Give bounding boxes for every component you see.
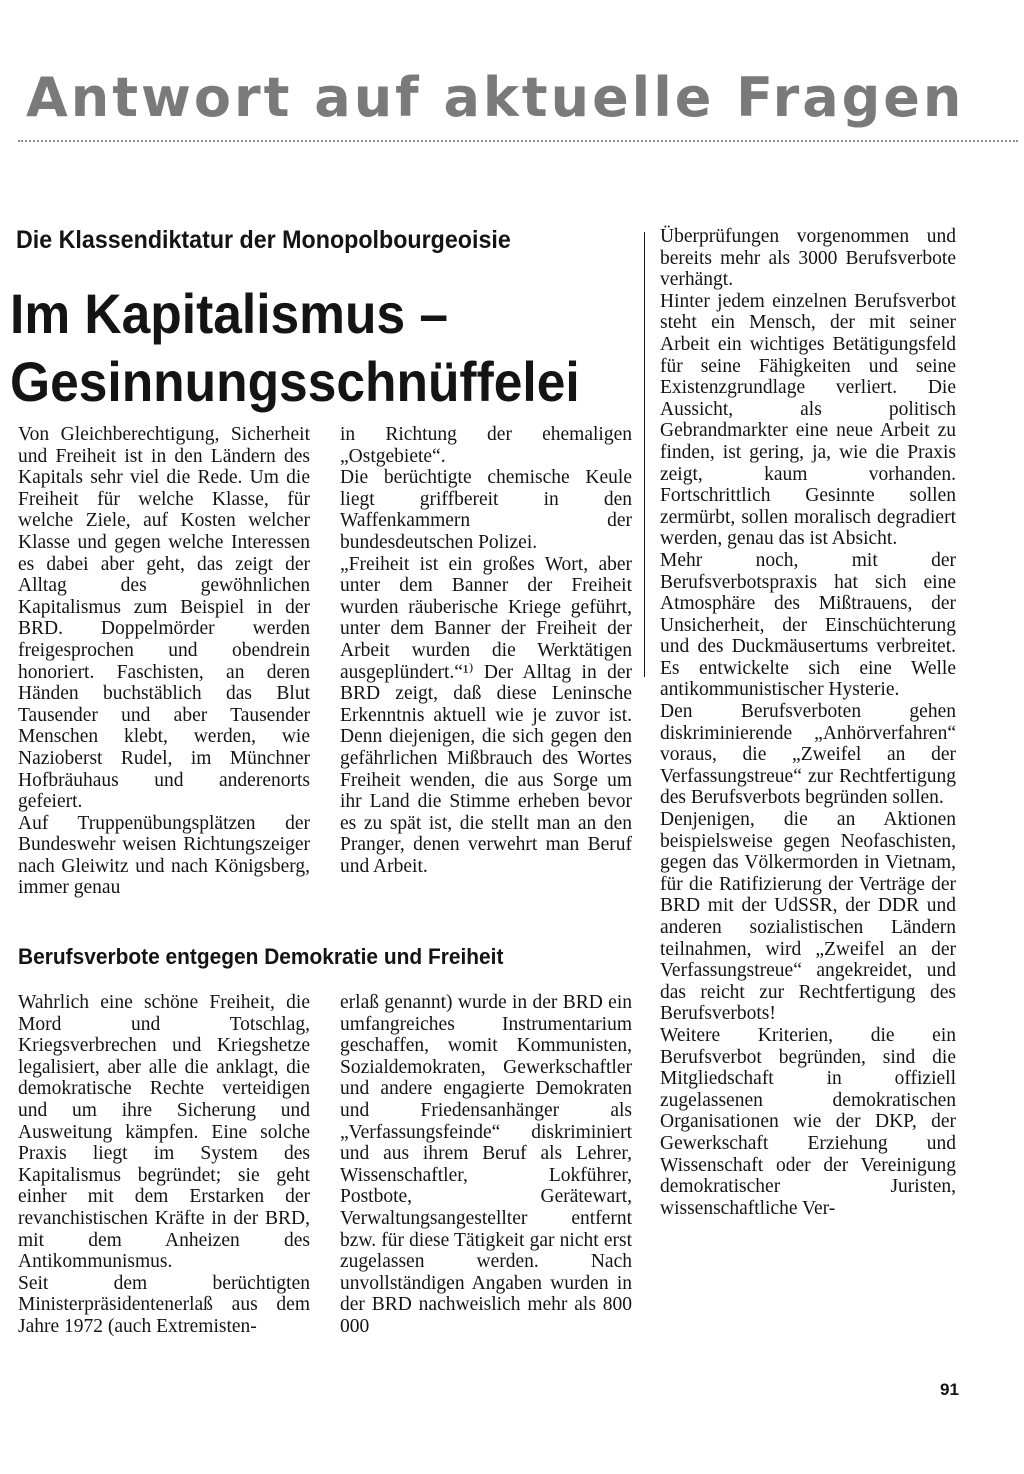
paragraph: Die berüchtigte chemische Keule liegt griffbereit in den Waffenkammern der bundesdeutschen Polizei. bbox=[340, 467, 632, 553]
paragraph: „Freiheit ist ein großes Wort, aber unter dem Banner der Freiheit wurden räuberische Kriege geführt, unter dem Banner der Freiheit der Arbeit wurden die Werktätigen ausgeplündert.“¹⁾ Der Alltag in der BRD zeigt, daß diese Leninsche Erkenntnis aktuell wie je zuvor ist. Denn diejenigen, die sich gegen den gefährlichen Mißbrauch des Wortes Freiheit wenden, die aus Sorge um ihr Land die Stimme erheben bevor es zu spät ist, die stellt man an den Pranger, denen verwehrt man Beruf und Arbeit. bbox=[340, 553, 632, 877]
column-divider bbox=[644, 232, 645, 677]
paragraph: Wahrlich eine schöne Freiheit, die Mord und Totschlag, Kriegsverbrechen und Kriegshetze legalisiert, aber alle die anklagt, die demokratische Rechte verteidigen und um ihre Sicherung und Ausweitung kämpfen. Eine solche Praxis liegt im System des Kapitalismus begründet; sie geht einher mit dem Erstarken der revanchistischen Kräfte in der BRD, mit dem Anheizen des Antikommunismus. bbox=[18, 992, 310, 1273]
paragraph: Seit dem berüchtigten Ministerpräsidentenerlaß aus dem Jahre 1972 (auch Extremisten- bbox=[18, 1272, 310, 1337]
section-header: Antwort auf aktuelle Fragen bbox=[26, 66, 965, 129]
paragraph: in Richtung der ehemaligen „Ostgebiete“. bbox=[340, 424, 632, 467]
headline-line-1: Im Kapitalismus – bbox=[10, 282, 449, 345]
paragraph: Hinter jedem einzelnen Berufsverbot steht ein Mensch, der mit seiner Arbeit ein wichtiges Betätigungsfeld für seine Fähigkeiten und seine Existenzgrundlage verliert. Die Aussicht, als politisch Gebrandmarkter eine neue Arbeit zu finden, ist gering, ja, wie die Praxis zeigt, kaum vorhanden. Fortschrittlich Gesinnte sollen zermürbt, sollen moralisch degradiert werden, genau das ist Absicht. bbox=[660, 290, 956, 550]
article-headline bbox=[10, 280, 580, 416]
paragraph: Den Berufsverboten gehen diskriminierende „Anhörverfahren“ voraus, die „Zweifel an der Verfassungstreue“ zur Rechtfertigung des Berufsverbots begründen sollen. bbox=[660, 701, 956, 809]
paragraph: Auf Truppenübungsplätzen der Bundeswehr weisen Richtungszeiger nach Gleiwitz und nach Königsberg, immer genau bbox=[18, 812, 310, 899]
article-kicker: Die Klassendiktatur der Monopolbourgeoisie bbox=[16, 226, 511, 254]
section-subheading: Berufsverbote entgegen Demokratie und Freiheit bbox=[18, 944, 504, 969]
column-1-lower bbox=[18, 992, 310, 1338]
paragraph: erlaß genannt) wurde in der BRD ein umfangreiches Instrumentarium geschaffen, womit Kommunisten, Sozialdemokraten, Gewerkschaftler und andere engagierte Demokraten und Friedensanhänger als „Verfassungsfeinde“ diskriminiert und aus ihrem Beruf als Lehrer, Wissenschaftler, Lokführer, Postbote, Gerätewart, Verwaltungsangestellter entfernt bzw. für diese Tätigkeit gar nicht erst zugelassen werden. Nach unvollständigen Angaben wurden in der BRD nachweislich mehr als 800 000 bbox=[340, 992, 632, 1337]
page-number: 91 bbox=[940, 1380, 959, 1399]
headline-line-2: Gesinnungsschnüffelei bbox=[10, 350, 580, 413]
paragraph: Weitere Kriterien, die ein Berufsverbot begründen, sind die Mitgliedschaft in offiziell zugelassenen demokratischen Organisationen wie der DKP, der Gewerkschaft Erziehung und Wissenschaft oder der Vereinigung demokratischer Juristen, wissenschaftliche Ver- bbox=[660, 1024, 956, 1219]
column-2-lower bbox=[340, 992, 632, 1338]
column-1-upper bbox=[18, 424, 310, 899]
paragraph: Mehr noch, mit der Berufsverbotspraxis hat sich eine Atmosphäre des Mißtrauens, der Unsicherheit, der Einschüchterung und des Duckmäusertums verbreitet. Es entwickelte sich eine Welle antikommunistischer Hysterie. bbox=[660, 549, 956, 701]
paragraph: Überprüfungen vorgenommen und bereits mehr als 3000 Berufsverbote verhängt. bbox=[660, 226, 956, 291]
paragraph: Denjenigen, die an Aktionen beispielsweise gegen Neofaschisten, gegen das Völkermorden in Vietnam, für die Ratifizierung der Verträge der BRD mit der UdSSR, der DDR und anderen sozialistischen Ländern teilnahmen, wird „Zweifel an der Verfassungstreue“ angekreidet, und das reicht zur Rechtfertigung des Berufsverbots! bbox=[660, 809, 956, 1025]
column-2-upper bbox=[340, 424, 632, 877]
paragraph: Von Gleichberechtigung, Sicherheit und Freiheit ist in den Ländern des Kapitals sehr viel die Rede. Um die Freiheit für welche Klasse, für welche Ziele, auf Kosten welcher Klasse und gegen welche Interessen es dabei aber geht, das zeigt der Alltag des gewöhnlichen Kapitalismus zum Beispiel in der BRD. Doppelmörder werden freigesprochen und obendrein honoriert. Faschisten, an deren Händen buchstäblich das Blut Tausender und aber Tausender Menschen klebt, werden, wie Nazioberst Rudel, im Münchner Hofbräuhaus und anderenorts gefeiert. bbox=[18, 424, 310, 813]
header-divider bbox=[18, 140, 1018, 142]
column-3 bbox=[660, 226, 956, 1219]
